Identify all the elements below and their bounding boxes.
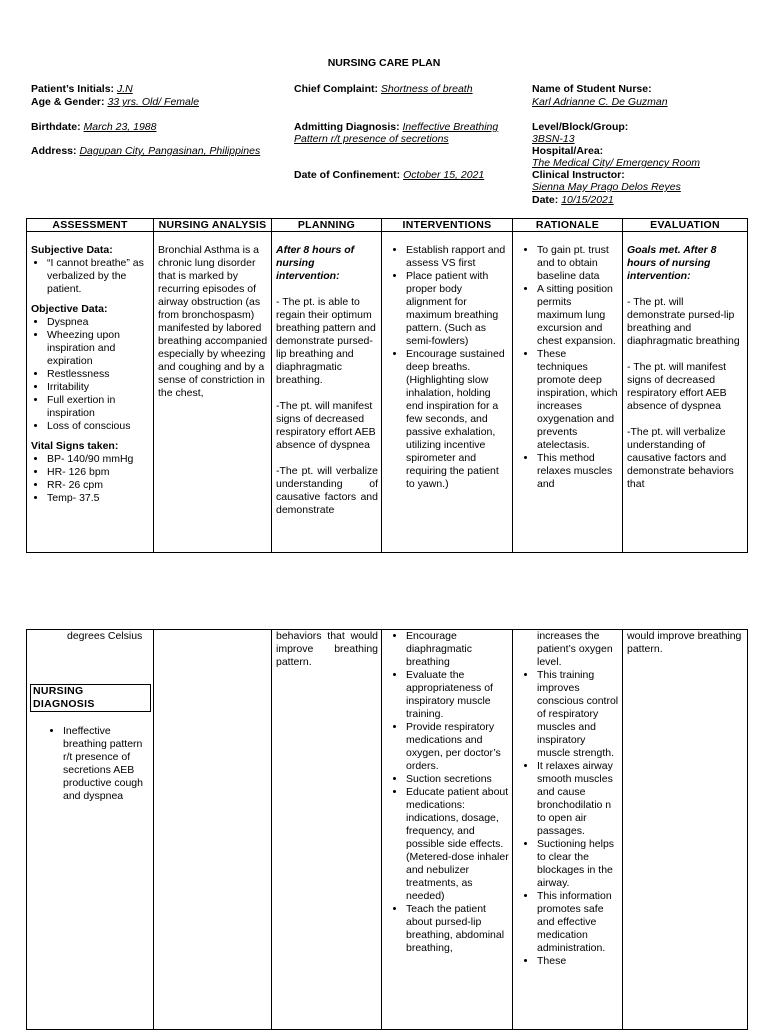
student-nurse-label: Name of Student Nurse: bbox=[532, 83, 652, 95]
date-value: 10/15/2021 bbox=[561, 194, 614, 206]
care-plan-table-page1 bbox=[26, 218, 748, 553]
list-item: • HR- 126 bpm bbox=[47, 466, 150, 479]
list-item: • Dyspnea bbox=[47, 316, 150, 329]
hospital-area-value: The Medical City/ Emergency Room bbox=[532, 157, 701, 169]
evaluation-cell bbox=[623, 232, 748, 553]
list-item: • Wheezing upon inspiration and expiration bbox=[47, 329, 150, 368]
list-item: • Place patient with proper body alignment for maximum breathing pattern. (Such as semi-fowlers) bbox=[406, 270, 509, 348]
rationale-cell-continued bbox=[513, 630, 623, 1030]
list-item: • Provide respiratory medications and oxygen, per doctor’s orders. bbox=[406, 721, 509, 773]
interventions-list bbox=[390, 630, 509, 955]
nursing-diagnosis-list bbox=[31, 725, 150, 803]
col-header-planning: PLANNING bbox=[272, 219, 382, 232]
rationale-cell bbox=[513, 232, 623, 553]
birthdate-row bbox=[31, 121, 156, 134]
evaluation-heading: Goals met. After 8 hours of nursing intervention: bbox=[627, 244, 717, 282]
planning-goal-2: -The pt. will manifest signs of decreased respiratory effort AEB absence of dyspnea bbox=[276, 400, 376, 451]
level-block-label: Level/Block/Group: bbox=[532, 121, 629, 133]
planning-heading: After 8 hours of nursing intervention: bbox=[276, 244, 355, 282]
birthdate-value: March 23, 1988 bbox=[83, 121, 157, 133]
birthdate-label: Birthdate: bbox=[31, 121, 81, 133]
list-item: • RR- 26 cpm bbox=[47, 479, 150, 492]
planning-cell bbox=[272, 232, 382, 553]
list-item: • Restlessness bbox=[47, 368, 150, 381]
list-item: • Suction secretions bbox=[406, 773, 509, 786]
list-item: • It relaxes airway smooth muscles and cause bronchodilatio n to open air passages. bbox=[537, 760, 619, 838]
objective-title: Objective Data: bbox=[31, 303, 108, 315]
col-header-nursing-analysis: NURSING ANALYSIS bbox=[154, 219, 272, 232]
date-row bbox=[532, 194, 614, 207]
nursing-analysis-text: Bronchial Asthma is a chronic lung disorder that is marked by recurring episodes of airway obstruction (as from bronchospasm) manifested by labored breathing accompanied especially by wheezing and coughing and by a sense of constriction in the chest, bbox=[158, 244, 268, 399]
clinical-instructor-value: Sienna May Prago Delos Reyes bbox=[532, 181, 681, 193]
vitals-list bbox=[31, 453, 150, 505]
list-item: • To gain pt. trust and to obtain baseline data bbox=[537, 244, 619, 283]
age-gender-label: Age & Gender: bbox=[31, 96, 105, 108]
list-item: • Loss of conscious bbox=[47, 420, 150, 433]
list-item: • Ineffective breathing pattern r/t presence of secretions AEB productive cough and dyspnea bbox=[63, 725, 150, 803]
hospital-area-label: Hospital/Area: bbox=[532, 145, 604, 157]
list-item: • “I cannot breathe” as verbalized by the patient. bbox=[47, 257, 150, 296]
col-header-evaluation: EVALUATION bbox=[623, 219, 748, 232]
student-nurse-value: Karl Adrianne C. De Guzman bbox=[532, 96, 668, 108]
evaluation-continued-text: would improve breathing pattern. bbox=[627, 630, 742, 655]
rationale-list bbox=[521, 669, 619, 968]
address-row bbox=[31, 145, 260, 158]
evaluation-goal-2: - The pt. will manifest signs of decreased respiratory effort AEB absence of dyspnea bbox=[627, 361, 727, 412]
col-header-assessment: ASSESSMENT bbox=[27, 219, 154, 232]
address-label: Address: bbox=[31, 145, 77, 157]
patient-initials-row bbox=[31, 83, 133, 96]
nursing-diagnosis-title: NURSING DIAGNOSIS bbox=[30, 684, 151, 712]
assessment-cell-continued bbox=[27, 630, 154, 1030]
confinement-value: October 15, 2021 bbox=[403, 169, 485, 181]
evaluation-goal-3: -The pt. will verbalize understanding of causative factors and demonstrate behaviors that bbox=[627, 426, 734, 490]
table-body-row bbox=[27, 630, 748, 1030]
confinement-row bbox=[294, 169, 484, 182]
patient-initials-label: Patient’s Initials: bbox=[31, 83, 115, 95]
list-item: • This training improves conscious control of respiratory muscles and inspiratory muscle strength. bbox=[537, 669, 619, 760]
planning-goal-1: - The pt. is able to regain their optimum breathing pattern and demonstrate pursed-lip breathing and diaphragmatic breathing. bbox=[276, 296, 376, 386]
nursing-analysis-cell bbox=[154, 232, 272, 553]
admitting-diagnosis-value-1: Ineffective Breathing bbox=[402, 121, 499, 133]
address-value: Dagupan City, Pangasinan, Philippines bbox=[79, 145, 261, 157]
list-item: • Suctioning helps to clear the blockages in the airway. bbox=[537, 838, 619, 890]
list-item: • A sitting position permits maximum lung excursion and chest expansion. bbox=[537, 283, 619, 348]
list-item: • This information promotes safe and effective medication administration. bbox=[537, 890, 619, 955]
interventions-list bbox=[390, 244, 509, 491]
document-title: NURSING CARE PLAN bbox=[327, 57, 441, 69]
subjective-title: Subjective Data: bbox=[31, 244, 113, 256]
admitting-diagnosis-value-2: Pattern r/t presence of secretions bbox=[294, 133, 449, 145]
subjective-list bbox=[31, 257, 150, 296]
list-item: • These techniques promote deep inspiration, which increases oxygenation and prevents atelectasis. bbox=[537, 348, 619, 452]
admitting-diagnosis-label: Admitting Diagnosis: bbox=[294, 121, 400, 133]
vitals-title: Vital Signs taken: bbox=[31, 440, 119, 452]
list-item: • Encourage sustained deep breaths. (Highlighting slow inhalation, holding end inspiration for a few seconds, and passive exhalation, utilizing incentive spirometer and requiring the patient to yawn.) bbox=[406, 348, 509, 491]
table-header-row bbox=[27, 219, 748, 232]
chief-complaint-value: Shortness of breath bbox=[380, 83, 473, 95]
assessment-continued-text: degrees Celsius bbox=[67, 630, 143, 642]
chief-complaint-row bbox=[294, 83, 473, 96]
col-header-interventions: INTERVENTIONS bbox=[382, 219, 513, 232]
list-item: • Encourage diaphragmatic breathing bbox=[406, 630, 509, 669]
level-block-value: 3BSN-13 bbox=[532, 133, 575, 145]
list-item: • Temp- 37.5 bbox=[47, 492, 150, 505]
list-item: • Teach the patient about pursed-lip breathing, abdominal breathing, bbox=[406, 903, 509, 955]
planning-cell-continued bbox=[272, 630, 382, 1030]
table-body-row bbox=[27, 232, 748, 553]
objective-list bbox=[31, 316, 150, 433]
col-header-rationale: RATIONALE bbox=[513, 219, 623, 232]
list-item: • Educate patient about medications: indications, dosage, frequency, and possible side effects. (Metered-dose inhaler and nebulizer treatments, as needed) bbox=[406, 786, 509, 903]
interventions-cell bbox=[382, 232, 513, 553]
rationale-continued-text: increases the patient’s oxygen level. bbox=[537, 630, 613, 668]
planning-goal-3: -The pt. will verbalize understanding of causative factors and demonstrate bbox=[276, 465, 378, 516]
list-item: • This method relaxes muscles and bbox=[537, 452, 619, 491]
confinement-label: Date of Confinement: bbox=[294, 169, 401, 181]
admitting-diagnosis-row-2 bbox=[294, 133, 449, 146]
chief-complaint-label: Chief Complaint: bbox=[294, 83, 378, 95]
list-item: • Evaluate the appropriateness of inspiratory muscle training. bbox=[406, 669, 509, 721]
list-item: • BP- 140/90 mmHg bbox=[47, 453, 150, 466]
interventions-cell-continued bbox=[382, 630, 513, 1030]
evaluation-goal-1: - The pt. will demonstrate pursed-lip breathing and diaphragmatic breathing bbox=[627, 296, 740, 347]
list-item: • Full exertion in inspiration bbox=[47, 394, 150, 420]
evaluation-cell-continued bbox=[623, 630, 748, 1030]
date-label: Date: bbox=[532, 194, 559, 206]
age-gender-row bbox=[31, 96, 199, 109]
patient-initials-value: J.N bbox=[116, 83, 133, 95]
clinical-instructor-label: Clinical Instructor: bbox=[532, 169, 625, 181]
planning-continued-text: behaviors that would improve breathing pattern. bbox=[276, 630, 378, 668]
age-gender-value: 33 yrs. Old/ Female bbox=[107, 96, 200, 108]
rationale-list bbox=[521, 244, 619, 491]
list-item: • Establish rapport and assess VS first bbox=[406, 244, 509, 270]
nursing-analysis-cell-continued bbox=[154, 630, 272, 1030]
list-item: • Irritability bbox=[47, 381, 150, 394]
care-plan-table-page2 bbox=[26, 629, 748, 1030]
assessment-cell bbox=[27, 232, 154, 553]
list-item: • These bbox=[537, 955, 619, 968]
